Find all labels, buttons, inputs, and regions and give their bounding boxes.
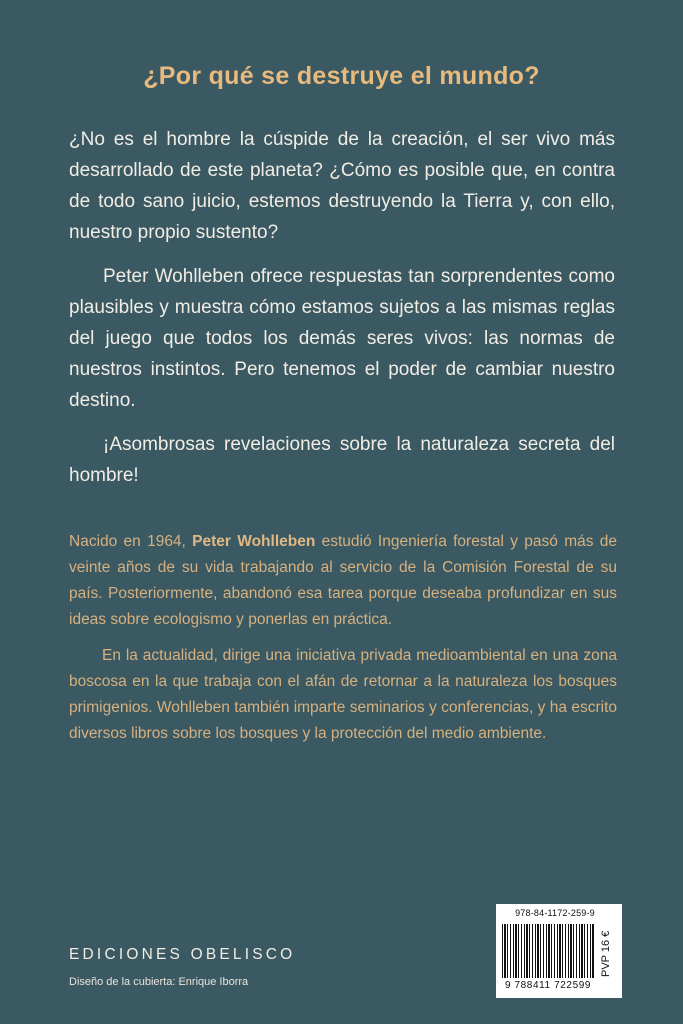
blurb-paragraph-1: ¿No es el hombre la cúspide de la creación, el ser vivo más desarrollado de este planeta? ¿Cómo es posible que, en contra de todo sano juicio, estemos destruyendo la Tierra y, con ello, nuestro propio sustento? [69, 129, 615, 243]
price-label: PVP 16 € [600, 930, 612, 978]
bio-paragraph-2: En la actualidad, dirige una iniciativa privada medioambiental en una zona boscosa en la que trabaja con el afán de retornar a la naturaleza los bosques primigenios. Wohlleben también imparte seminarios y conferencias, y ha escrito diversos libros sobre los bosques y la protección del medio ambiente. [69, 647, 617, 742]
bio-text: Nacido en 1964, [69, 533, 193, 550]
blurb-paragraph-2: Peter Wohlleben ofrece respuestas tan sorprendentes como plausibles y muestra cómo estamos sujetos a las mismas reglas del juego que todos los demás seres vivos: las normas de nuestros instintos. Pero tenemos el poder de cambiar nuestro destino. [69, 266, 615, 411]
bio-paragraph-1 [69, 529, 617, 633]
blurb-paragraph-3: ¡Asombrosas revelaciones sobre la naturaleza secreta del hombre! [69, 434, 615, 486]
publisher-name: EDICIONES OBELISCO [69, 946, 296, 963]
cover-designer-credit: Diseño de la cubierta: Enrique Iborra [69, 976, 249, 988]
blurb [69, 124, 615, 504]
barcode-number: 9 788411 722599 [504, 980, 592, 991]
isbn-text: 978-84-1172-259-9 [515, 908, 595, 918]
author-bio [69, 529, 617, 757]
back-cover-title: ¿Por qué se destruye el mundo? [143, 62, 540, 90]
author-name: Peter Wohlleben [192, 533, 316, 550]
bio-text: estudió Ingeniería forestal y pasó más de veinte años de su vida trabajando al servicio de la Comisión Forestal de su país. Posteriormente, abandonó esa tarea porque deseaba profundizar en sus ideas sobre ecologismo y ponerlas en práctica. [69, 533, 618, 628]
barcode-icon [502, 924, 594, 978]
barcode-label [496, 904, 622, 998]
